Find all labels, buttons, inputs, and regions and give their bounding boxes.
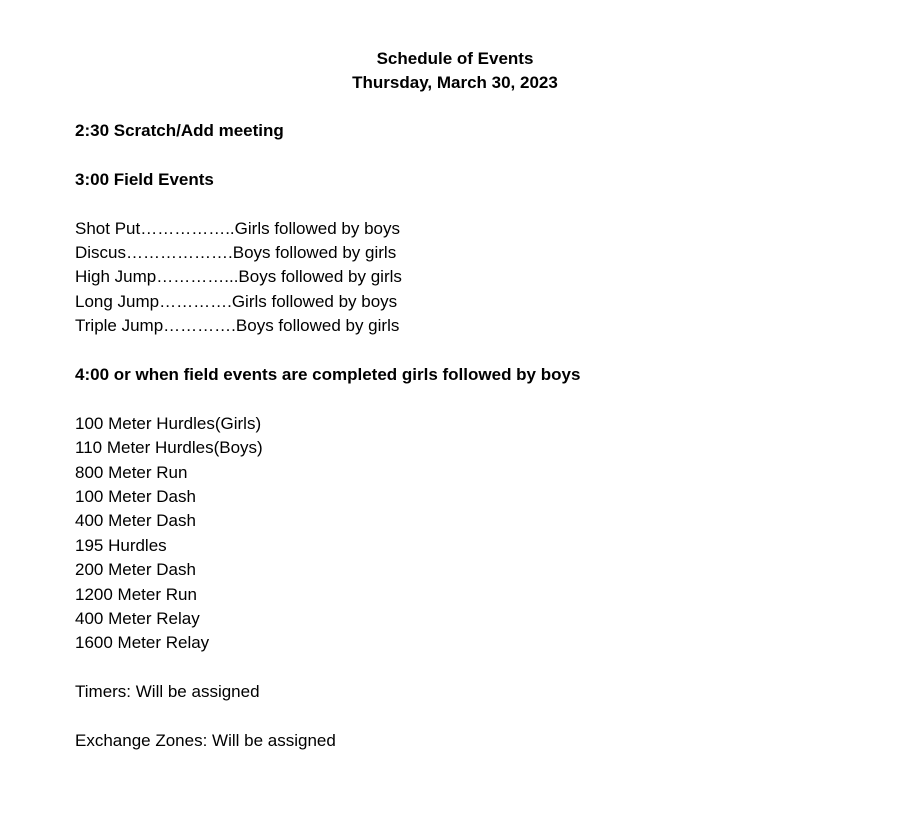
running-events-heading: 4:00 or when field events are completed girls followed by boys xyxy=(75,365,581,385)
field-event-item: High Jump…………...Boys followed by girls xyxy=(75,267,402,287)
running-event-item: 400 Meter Relay xyxy=(75,609,200,629)
spacer xyxy=(75,656,875,680)
running-event-item: 800 Meter Run xyxy=(75,462,188,482)
field-event-item: Long Jump………….Girls followed by boys xyxy=(75,291,398,311)
document-header xyxy=(0,47,910,95)
running-event-item: 1600 Meter Relay xyxy=(75,633,210,653)
field-events-list xyxy=(75,217,875,339)
field-events-heading: 3:00 Field Events xyxy=(75,169,214,189)
field-event-item: Discus……………….Boys followed by girls xyxy=(75,243,397,262)
timers-note: Timers: Will be assigned xyxy=(75,682,260,702)
spacer xyxy=(75,387,875,411)
meeting-heading: 2:30 Scratch/Add meeting xyxy=(75,121,284,140)
field-event-item: Shot Put……………..Girls followed by boys xyxy=(75,218,401,238)
exchange-zones-note: Exchange Zones: Will be assigned xyxy=(75,731,336,751)
spacer xyxy=(75,705,875,729)
spacer xyxy=(75,339,875,363)
document-title: Schedule of Events xyxy=(376,49,534,68)
spacer xyxy=(75,143,875,167)
running-event-item: 110 Meter Hurdles(Boys) xyxy=(75,438,263,458)
running-event-item: 100 Meter Dash xyxy=(75,487,196,507)
running-event-item: 400 Meter Dash xyxy=(75,511,196,531)
document-date: Thursday, March 30, 2023 xyxy=(352,73,558,92)
document-body xyxy=(75,119,875,753)
field-event-item: Triple Jump………….Boys followed by girls xyxy=(75,316,400,336)
running-event-item: 200 Meter Dash xyxy=(75,560,196,580)
running-event-item: 100 Meter Hurdles(Girls) xyxy=(75,413,262,433)
spacer xyxy=(75,192,875,216)
running-events-list xyxy=(75,412,875,656)
running-event-item: 195 Hurdles xyxy=(75,535,167,555)
running-event-item: 1200 Meter Run xyxy=(75,584,197,604)
